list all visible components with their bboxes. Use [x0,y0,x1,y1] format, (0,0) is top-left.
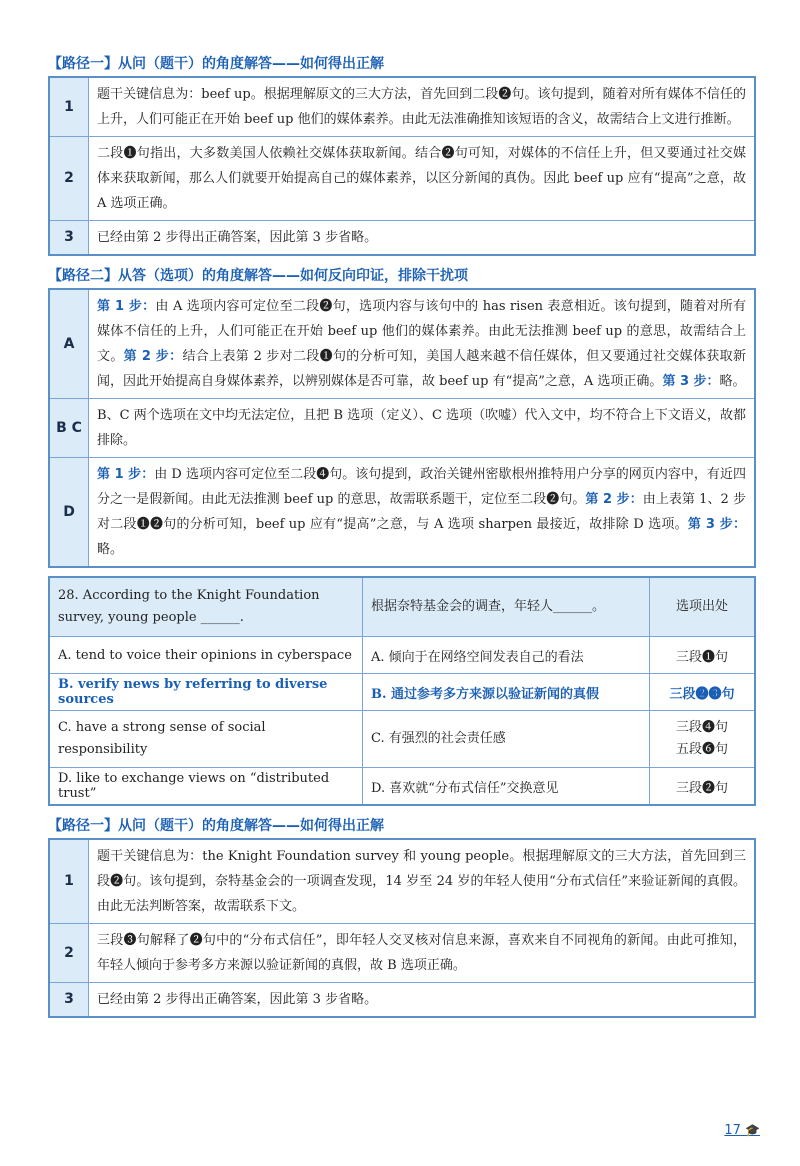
option-source-line: 五段❻句 [675,742,728,757]
section-heading-path1: 【路径一】从问（题干）的角度解答——如何得出正解 [48,56,384,72]
analysis-text: 由 A 选项内容可定位至二段❷句，选项内容与该句中的 has risen 表意相近。该句提到，随着对所有媒体不信任的上升，人们可能正在开始 beef up 他们的媒体素养。由此无法推测 beef up 的意思，故需结合上文。 [97,299,746,364]
section-heading-path1-q28: 【路径一】从问（题干）的角度解答——如何得出正解 [48,818,384,834]
table-row [49,137,755,221]
table-row-correct [49,674,755,711]
step-label: 第 2 步： [123,349,183,364]
step-text: 已经由第 2 步得出正确答案，因此第 3 步省略。 [89,221,756,256]
step-label: 第 3 步： [687,517,746,532]
question-stem-cn: 根据奈特基金会的调查，年轻人______。 [363,577,650,637]
option-cn: C. 有强烈的社会责任感 [363,711,650,768]
analysis-text: 略。 [719,374,746,389]
section-heading-path2: 【路径二】从答（选项）的角度解答——如何反向印证，排除干扰项 [48,268,468,284]
step-text: 二段❶句指出，大多数美国人依赖社交媒体获取新闻。结合❷句可知，对媒体的不信任上升，但又要通过社交媒体来获取新闻，那么人们就要开始提高自己的媒体素养，以区分新闻的真伪。因此 beef up 应有“提高”之意，故 A 选项正确。 [89,137,756,221]
graduation-cap-icon: 🎓 [745,1123,760,1137]
option-cn: B. 通过参考多方来源以验证新闻的真假 [363,674,650,711]
step-number: 2 [49,924,89,983]
option-analysis-a [89,289,756,399]
table-row [49,77,755,137]
option-label: A [49,289,89,399]
step-text: 三段❸句解释了❷句中的“分布式信任”，即年轻人交叉核对信息来源，喜欢来自不同视角的新闻。由此可推知，年轻人倾向于参考多方来源以验证新闻的真假，故 B 选项正确。 [89,924,756,983]
option-en: C. have a strong sense of social responsibility [49,711,363,768]
option-source: 三段❷❸句 [650,674,756,711]
table-row [49,221,755,256]
table-row [49,637,755,674]
step-number: 1 [49,839,89,924]
option-label: D [49,458,89,568]
option-source-line: 三段❹句 [675,720,728,735]
step-number: 1 [49,77,89,137]
question-stem-en: 28. According to the Knight Foundation survey, young people ______. [49,577,363,637]
steps-table-path1 [48,76,756,256]
option-en: B. verify news by referring to diverse sources [49,674,363,711]
table-row [49,983,755,1018]
step-number: 2 [49,137,89,221]
table-row [49,458,755,568]
step-text: 题干关键信息为：the Knight Foundation survey 和 young people。根据理解原文的三大方法，首先回到三段❷句。该句提到，奈特基金会的一项调查发现，14 岁至 24 岁的年轻人使用“分布式信任”来验证新闻的真假。由此无法判断答案，故需联系下文。 [89,839,756,924]
option-source: 三段❷句 [650,768,756,806]
table-row [49,399,755,458]
option-source [650,711,756,768]
analysis-text: 结合上表第 2 步对二段❶句的分析可知，美国人越来越不信任媒体，但又要通过社交媒体获取新闻，因此开始提高自身媒体素养，以辨别媒体是否可靠，故 beef up 有“提高”之意，A 选项正确。 [97,349,746,389]
analysis-text: 由上表第 1、2 步对二段❶❷句的分析可知，beef up 应有“提高”之意，与 A 选项 sharpen 最接近，故排除 D 选项。 [97,492,746,532]
option-label: B C [49,399,89,458]
steps-table-q28 [48,838,756,1018]
step-label: 第 1 步： [97,467,155,482]
step-number: 3 [49,983,89,1018]
options-analysis-table [48,288,756,568]
table-row [49,924,755,983]
analysis-text: 略。 [97,542,124,557]
source-column-header: 选项出处 [650,577,756,637]
table-row [49,768,755,806]
table-row [49,711,755,768]
step-text: 题干关键信息为：beef up。根据理解原文的三大方法，首先回到二段❷句。该句提到，随着对所有媒体不信任的上升，人们可能正在开始 beef up 他们的媒体素养。由此无法准确推知该短语的含义，故需结合上文进行推断。 [89,77,756,137]
step-text: 已经由第 2 步得出正确答案，因此第 3 步省略。 [89,983,756,1018]
question-table [48,576,756,806]
page-number [724,1123,760,1138]
table-header-row [49,577,755,637]
option-en: A. tend to voice their opinions in cyberspace [49,637,363,674]
step-label: 第 2 步： [585,492,643,507]
page-number-text: 17 [724,1123,741,1138]
page-content [48,52,756,1026]
option-analysis-d [89,458,756,568]
option-en: D. like to exchange views on “distributed trust” [49,768,363,806]
step-label: 第 3 步： [662,374,720,389]
option-source: 三段❶句 [650,637,756,674]
table-row [49,839,755,924]
analysis-text: 由 D 选项内容可定位至二段❹句。该句提到，政治关键州密歇根州推特用户分享的网页内容中，有近四分之一是假新闻。由此无法推测 beef up 的意思，故需联系题干，定位至二段❷句。 [97,467,746,507]
option-cn: A. 倾向于在网络空间发表自己的看法 [363,637,650,674]
step-label: 第 1 步： [97,299,156,314]
table-row [49,289,755,399]
option-cn: D. 喜欢就“分布式信任”交换意见 [363,768,650,806]
step-number: 3 [49,221,89,256]
option-analysis-bc: B、C 两个选项在文中均无法定位，且把 B 选项（定义）、C 选项（吹嘘）代入文中，均不符合上下文语义，故都排除。 [89,399,756,458]
